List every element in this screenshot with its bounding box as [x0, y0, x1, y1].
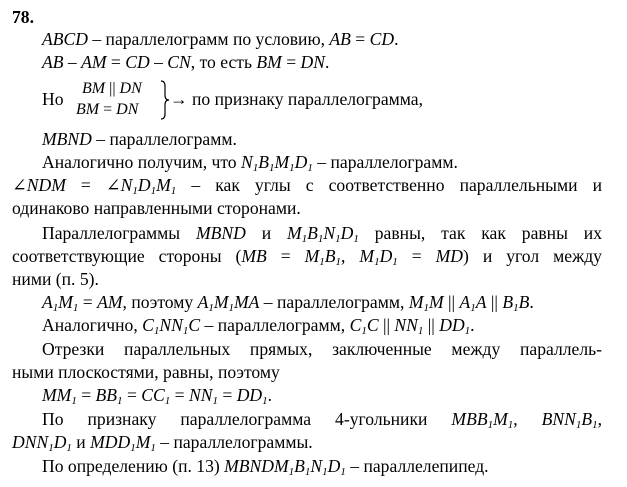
line-10a: Отрезки параллельных прямых, заключенные между параллель- [42, 339, 602, 359]
line-7c: ними (п. 5). [12, 269, 99, 289]
line-1: ABCD – параллелограмм по условию, AB = CD. [42, 29, 399, 49]
line-5: Аналогично получим, что $N_1B_1M_1D_1$ – параллелограмм. [42, 152, 458, 174]
line-10b: ными плоскостями, равны, поэтому [12, 362, 280, 382]
problem-number: 78. [12, 7, 34, 27]
line-4: MBND – параллелограмм. [42, 129, 237, 149]
line-6b: одинаково направленными сторонами. [12, 198, 301, 218]
line-2: AB – AM = CD – CN, то есть BM = DN. [42, 52, 330, 72]
line-3-lead: Но [42, 89, 64, 109]
line-8: $A_1M_1$ = AM, поэтому $A_1M_1MA$ – параллелограмм, $M_1M$ || $A_1A$ || $B_1B$. [42, 292, 534, 314]
line-6a: ∠NDM = $\angle N_1D_1M_1$ – как углы с соответственно параллельными и [12, 175, 602, 197]
line-7b: соответствующие стороны ($MB = M_1B_1$, $M_1D_1 = MD$) и угол между [12, 246, 602, 268]
system-row-2: BM = DN [76, 101, 139, 118]
equation-system [76, 78, 142, 120]
system-row-1: BM || DN [82, 80, 142, 97]
line-3-tail: → по признаку параллелограмма, [170, 89, 424, 109]
line-13: По определению (п. 13) $MBNDM_1B_1N_1D_1$ – параллелепипед. [42, 456, 489, 478]
line-9: Аналогично, $C_1NN_1C$ – параллелограмм, $C_1C$ || $NN_1$ || $DD_1$. [42, 315, 475, 337]
line-7a: Параллелограммы MBND и $M_1B_1N_1D_1$ равны, так как равны их [42, 223, 602, 245]
line-12b: $DNN_1D_1$ и $MDD_1M_1$ – параллелограммы. [12, 432, 313, 454]
right-brace-icon [160, 80, 170, 120]
line-11: $MM_1 = BB_1 = CC_1 = NN_1 = DD_1$. [42, 385, 273, 407]
line-12a: По признаку параллелограмма 4-угольники $MBB_1M_1$, $BNN_1B_1$, [42, 409, 602, 431]
